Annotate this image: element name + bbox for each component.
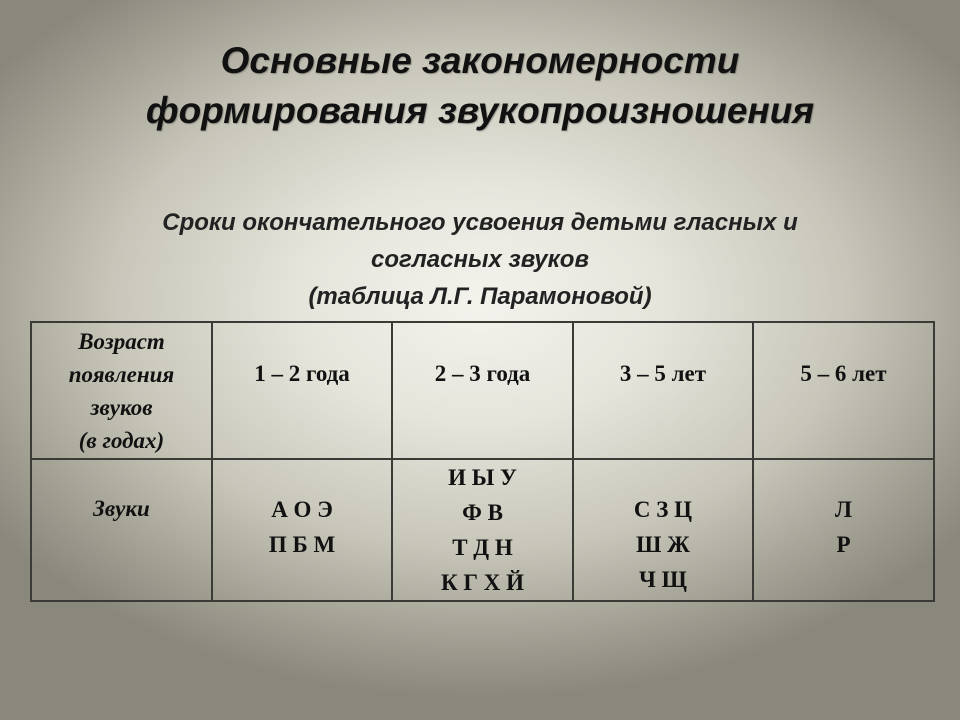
sound-group: П Б М <box>268 532 336 557</box>
sound-group: А О Э <box>271 497 333 522</box>
sounds-cell-3-5 <box>573 459 753 601</box>
sound-group: Р <box>836 532 851 557</box>
sounds-cell-1-2 <box>212 459 392 601</box>
age-range-2-3: 2 – 3 года <box>392 322 573 459</box>
age-range-3-5: 3 – 5 лет <box>573 322 753 459</box>
sound-group: Ф В <box>462 500 503 525</box>
slide-title-line-1: Основные закономерности <box>220 40 740 81</box>
age-header-cell <box>31 322 212 459</box>
age-range-5-6: 5 – 6 лет <box>753 322 934 459</box>
table-caption-line-1: Сроки окончательного усвоения детьми гласных и <box>162 209 798 236</box>
sound-group: Т Д Н <box>452 535 513 560</box>
sound-group: Ч Щ <box>639 567 687 592</box>
age-range-1-2: 1 – 2 года <box>212 322 392 459</box>
slide-title <box>0 36 960 136</box>
sound-group: И Ы У <box>448 465 517 490</box>
age-header-line: звуков <box>90 394 153 420</box>
sounds-cell-2-3 <box>392 459 573 601</box>
table-sounds-row <box>31 459 934 601</box>
sound-group: С З Ц <box>633 497 693 522</box>
age-header-line: Возраст <box>78 328 165 354</box>
table-caption-line-3: (таблица Л.Г. Парамоновой) <box>308 283 652 310</box>
sound-acquisition-table <box>30 321 935 602</box>
table-caption <box>0 204 960 315</box>
slide-title-line-2: формирования звукопроизношения <box>145 90 815 131</box>
sound-group: К Г Х Й <box>440 570 525 595</box>
sound-group: Л <box>834 497 853 522</box>
sounds-row-label: Звуки <box>31 459 212 601</box>
age-header-line: появления <box>68 361 175 387</box>
age-header-line: (в годах) <box>78 427 165 453</box>
table-header-row <box>31 322 934 459</box>
table-caption-line-2: согласных звуков <box>371 246 589 273</box>
sounds-cell-5-6 <box>753 459 934 601</box>
sound-group: Ш Ж <box>636 532 690 557</box>
